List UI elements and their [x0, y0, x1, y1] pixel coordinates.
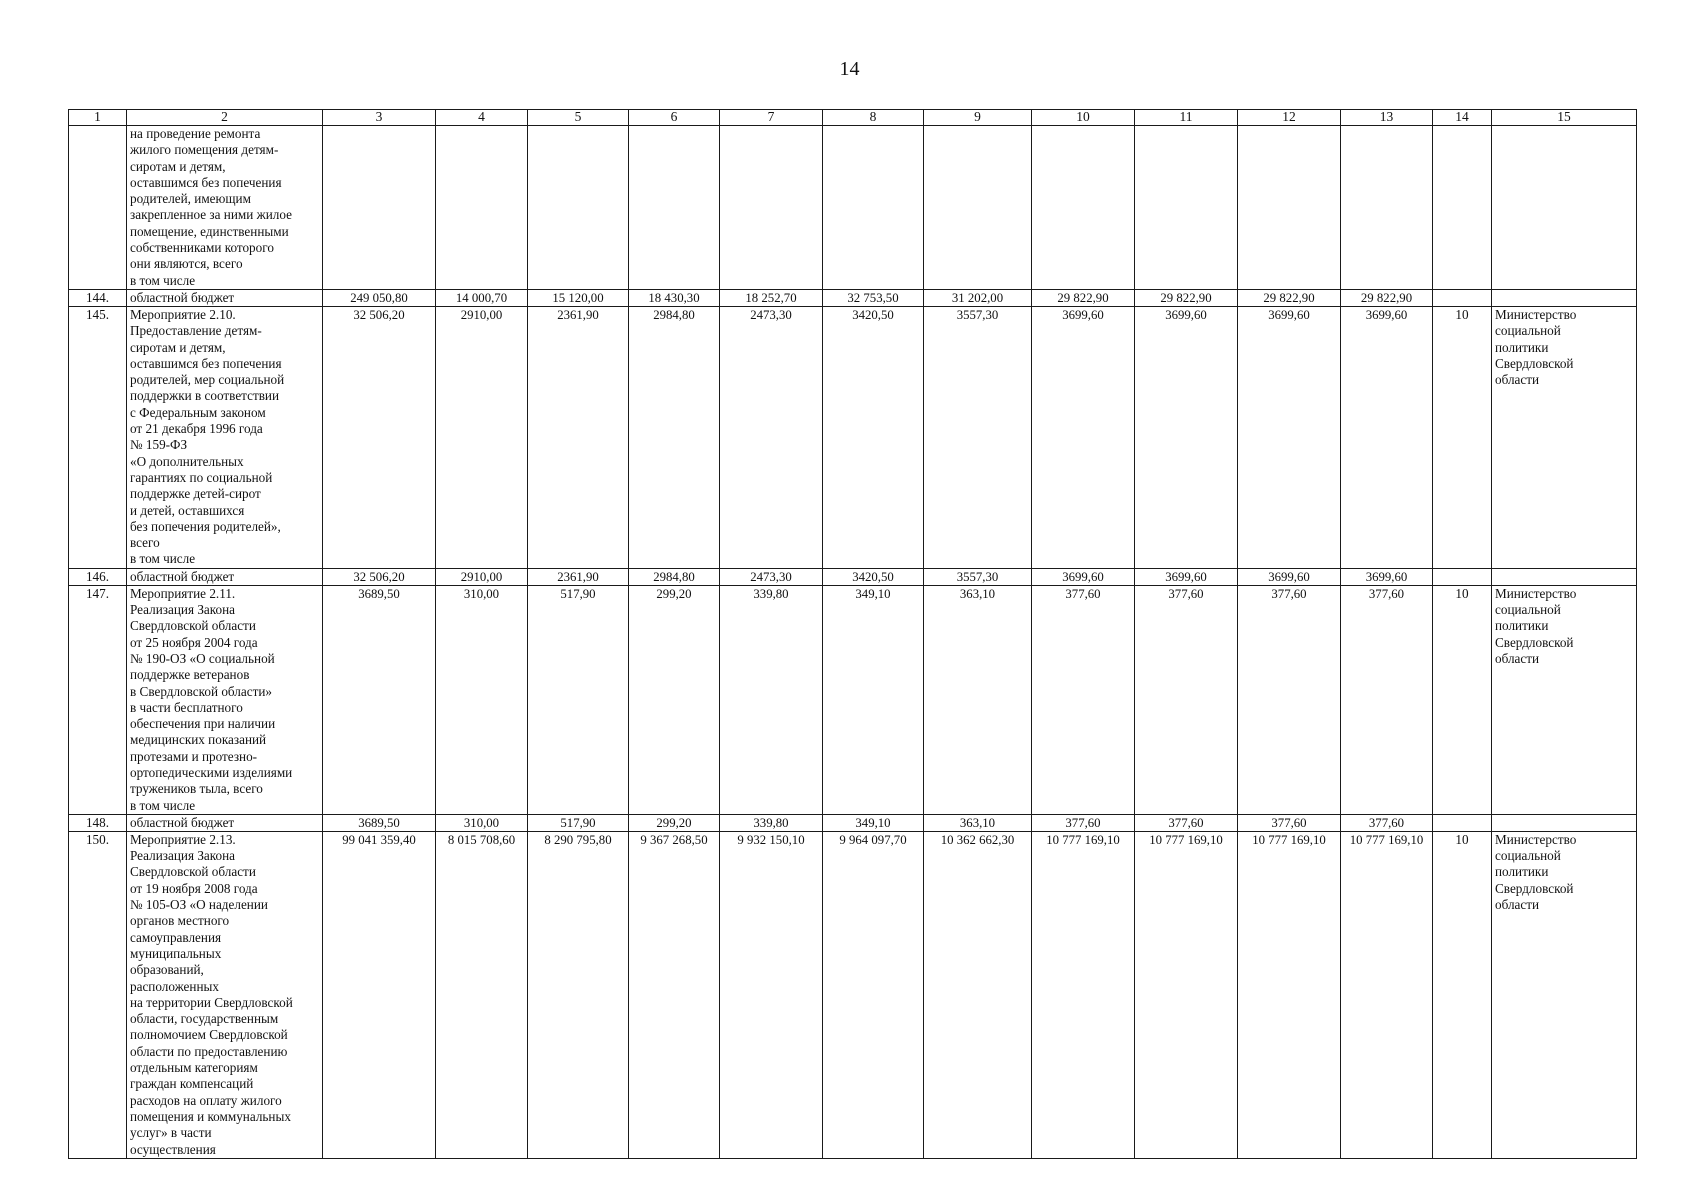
value-cell-col-3: 32 506,20 — [323, 568, 436, 585]
value-cell-col-5: 15 120,00 — [528, 289, 629, 306]
value-cell-col-6 — [629, 126, 720, 290]
value-cell-col-6: 18 430,30 — [629, 289, 720, 306]
value-cell-col-13 — [1341, 126, 1433, 290]
value-cell-col-7 — [720, 126, 823, 290]
value-cell-col-13: 377,60 — [1341, 814, 1433, 831]
row-number-cell: 148. — [69, 814, 127, 831]
value-cell-col-12: 29 822,90 — [1238, 289, 1341, 306]
value-cell-col-5: 517,90 — [528, 585, 629, 814]
value-cell-col-10: 10 777 169,10 — [1032, 831, 1135, 1158]
value-cell-col-9: 31 202,00 — [924, 289, 1032, 306]
value-cell-col-3: 3689,50 — [323, 585, 436, 814]
column-header-6: 6 — [629, 110, 720, 126]
column-header-13: 13 — [1341, 110, 1433, 126]
column-header-14: 14 — [1433, 110, 1492, 126]
value-cell-col-6: 9 367 268,50 — [629, 831, 720, 1158]
value-cell-col-12: 3699,60 — [1238, 568, 1341, 585]
column-header-8: 8 — [823, 110, 924, 126]
target-indicator-cell: 10 — [1433, 306, 1492, 568]
activity-name-cell: на проведение ремонта жилого помещения детям- сиротам и детям, оставшимся без попечения родителей, имеющим закрепленное за ними жилое помещение, единственными собственниками которого они являются, всего в том числе — [127, 126, 323, 290]
value-cell-col-9: 3557,30 — [924, 306, 1032, 568]
value-cell-col-6: 299,20 — [629, 585, 720, 814]
value-cell-col-11: 3699,60 — [1135, 568, 1238, 585]
value-cell-col-3: 32 506,20 — [323, 306, 436, 568]
value-cell-col-7: 2473,30 — [720, 306, 823, 568]
value-cell-col-7: 18 252,70 — [720, 289, 823, 306]
value-cell-col-5: 8 290 795,80 — [528, 831, 629, 1158]
value-cell-col-12: 10 777 169,10 — [1238, 831, 1341, 1158]
value-cell-col-4: 310,00 — [436, 814, 528, 831]
column-number-row — [69, 110, 1637, 126]
activity-name-cell: Мероприятие 2.10. Предоставление детям- сиротам и детям, оставшимся без попечения родителей, мер социальной поддержки в соответствии с Федеральным законом от 21 декабря 1996 года № 159-ФЗ «О дополнительных гарантиях по социальной поддержке детей-сирот и детей, оставшихся без попечения родителей», всего в том числе — [127, 306, 323, 568]
column-header-10: 10 — [1032, 110, 1135, 126]
value-cell-col-9: 3557,30 — [924, 568, 1032, 585]
column-header-15: 15 — [1492, 110, 1637, 126]
value-cell-col-11: 377,60 — [1135, 814, 1238, 831]
value-cell-col-4: 14 000,70 — [436, 289, 528, 306]
value-cell-col-5 — [528, 126, 629, 290]
table-header — [69, 110, 1637, 126]
program-table — [68, 109, 1637, 1159]
value-cell-col-3: 3689,50 — [323, 814, 436, 831]
value-cell-col-4: 2910,00 — [436, 306, 528, 568]
table-row-continued — [69, 126, 1637, 290]
executor-cell: Министерство социальной политики Свердловской области — [1492, 306, 1637, 568]
executor-cell — [1492, 289, 1637, 306]
value-cell-col-10 — [1032, 126, 1135, 290]
column-header-7: 7 — [720, 110, 823, 126]
activity-name-cell: областной бюджет — [127, 289, 323, 306]
value-cell-col-8 — [823, 126, 924, 290]
value-cell-col-10: 3699,60 — [1032, 306, 1135, 568]
value-cell-col-7: 2473,30 — [720, 568, 823, 585]
target-indicator-cell: 10 — [1433, 831, 1492, 1158]
activity-name-cell: Мероприятие 2.11. Реализация Закона Свердловской области от 25 ноября 2004 года № 190-ОЗ «О социальной поддержке ветеранов в Свердловской области» в части бесплатного обеспечения при наличии медицинских показаний протезами и протезно- ортопедическими изделиями тружеников тыла, всего в том числе — [127, 585, 323, 814]
value-cell-col-4: 310,00 — [436, 585, 528, 814]
executor-cell: Министерство социальной политики Свердловской области — [1492, 585, 1637, 814]
row-number-cell — [69, 126, 127, 290]
value-cell-col-9 — [924, 126, 1032, 290]
column-header-1: 1 — [69, 110, 127, 126]
column-header-12: 12 — [1238, 110, 1341, 126]
value-cell-col-11: 10 777 169,10 — [1135, 831, 1238, 1158]
value-cell-col-5: 517,90 — [528, 814, 629, 831]
value-cell-col-13: 29 822,90 — [1341, 289, 1433, 306]
value-cell-col-13: 10 777 169,10 — [1341, 831, 1433, 1158]
value-cell-col-13: 3699,60 — [1341, 568, 1433, 585]
activity-name-cell: Мероприятие 2.13. Реализация Закона Свердловской области от 19 ноября 2008 года № 105-ОЗ «О наделении органов местного самоуправления муниципальных образований, расположенных на территории Свердловской области, государственным полномочием Свердловской области по предоставлению отдельным категориям граждан компенсаций расходов на оплату жилого помещения и коммунальных услуг» в части осуществления — [127, 831, 323, 1158]
value-cell-col-6: 2984,80 — [629, 306, 720, 568]
value-cell-col-7: 339,80 — [720, 585, 823, 814]
target-indicator-cell — [1433, 126, 1492, 290]
value-cell-col-5: 2361,90 — [528, 306, 629, 568]
value-cell-col-4: 8 015 708,60 — [436, 831, 528, 1158]
value-cell-col-6: 299,20 — [629, 814, 720, 831]
activity-name-cell: областной бюджет — [127, 568, 323, 585]
table-row-activity — [69, 831, 1637, 1158]
value-cell-col-8: 9 964 097,70 — [823, 831, 924, 1158]
activity-name-cell: областной бюджет — [127, 814, 323, 831]
column-header-3: 3 — [323, 110, 436, 126]
row-number-cell: 144. — [69, 289, 127, 306]
column-header-9: 9 — [924, 110, 1032, 126]
table-body — [69, 126, 1637, 1159]
column-header-11: 11 — [1135, 110, 1238, 126]
value-cell-col-10: 29 822,90 — [1032, 289, 1135, 306]
value-cell-col-8: 32 753,50 — [823, 289, 924, 306]
executor-cell: Министерство социальной политики Свердловской области — [1492, 831, 1637, 1158]
value-cell-col-11: 3699,60 — [1135, 306, 1238, 568]
value-cell-col-4 — [436, 126, 528, 290]
executor-cell — [1492, 814, 1637, 831]
page-number: 14 — [839, 58, 860, 80]
value-cell-col-9: 363,10 — [924, 814, 1032, 831]
value-cell-col-11: 29 822,90 — [1135, 289, 1238, 306]
value-cell-col-12: 377,60 — [1238, 585, 1341, 814]
value-cell-col-10: 3699,60 — [1032, 568, 1135, 585]
value-cell-col-8: 3420,50 — [823, 306, 924, 568]
value-cell-col-11 — [1135, 126, 1238, 290]
value-cell-col-9: 10 362 662,30 — [924, 831, 1032, 1158]
row-number-cell: 150. — [69, 831, 127, 1158]
table-row-activity — [69, 306, 1637, 568]
value-cell-col-12: 377,60 — [1238, 814, 1341, 831]
table-row-total — [69, 568, 1637, 585]
row-number-cell: 147. — [69, 585, 127, 814]
value-cell-col-13: 3699,60 — [1341, 306, 1433, 568]
value-cell-col-5: 2361,90 — [528, 568, 629, 585]
value-cell-col-9: 363,10 — [924, 585, 1032, 814]
target-indicator-cell: 10 — [1433, 585, 1492, 814]
column-header-2: 2 — [127, 110, 323, 126]
value-cell-col-3 — [323, 126, 436, 290]
table-row-activity — [69, 585, 1637, 814]
value-cell-col-4: 2910,00 — [436, 568, 528, 585]
value-cell-col-7: 339,80 — [720, 814, 823, 831]
value-cell-col-10: 377,60 — [1032, 814, 1135, 831]
target-indicator-cell — [1433, 568, 1492, 585]
value-cell-col-13: 377,60 — [1341, 585, 1433, 814]
value-cell-col-11: 377,60 — [1135, 585, 1238, 814]
table-row-total — [69, 289, 1637, 306]
row-number-cell: 146. — [69, 568, 127, 585]
table-row-total — [69, 814, 1637, 831]
target-indicator-cell — [1433, 814, 1492, 831]
value-cell-col-7: 9 932 150,10 — [720, 831, 823, 1158]
value-cell-col-8: 349,10 — [823, 585, 924, 814]
value-cell-col-12 — [1238, 126, 1341, 290]
executor-cell — [1492, 126, 1637, 290]
value-cell-col-6: 2984,80 — [629, 568, 720, 585]
value-cell-col-3: 99 041 359,40 — [323, 831, 436, 1158]
target-indicator-cell — [1433, 289, 1492, 306]
column-header-5: 5 — [528, 110, 629, 126]
row-number-cell: 145. — [69, 306, 127, 568]
executor-cell — [1492, 568, 1637, 585]
value-cell-col-8: 349,10 — [823, 814, 924, 831]
value-cell-col-10: 377,60 — [1032, 585, 1135, 814]
value-cell-col-12: 3699,60 — [1238, 306, 1341, 568]
column-header-4: 4 — [436, 110, 528, 126]
value-cell-col-3: 249 050,80 — [323, 289, 436, 306]
value-cell-col-8: 3420,50 — [823, 568, 924, 585]
